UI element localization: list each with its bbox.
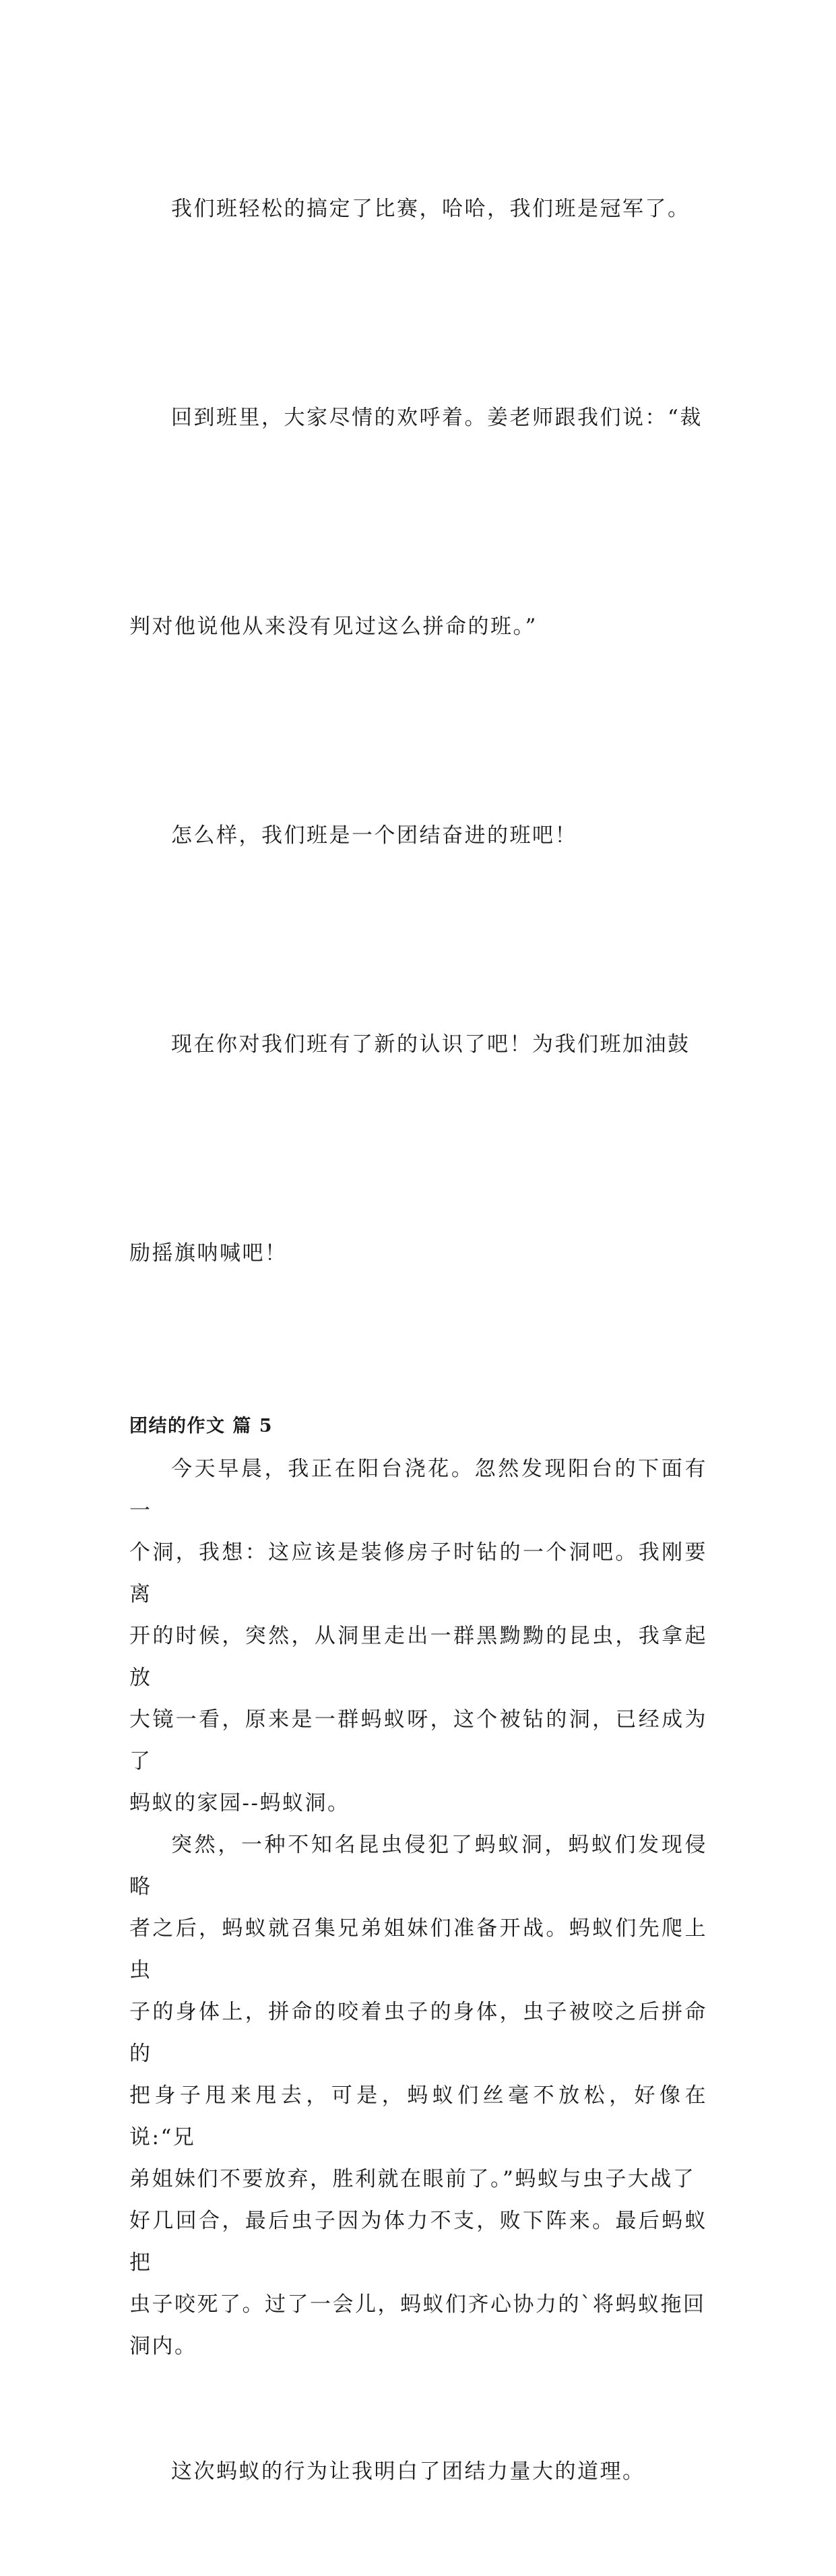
text-line: 回到班里，大家尽情的欢呼着。姜老师跟我们说：“裁 xyxy=(171,406,703,430)
text-line: 子的身体上，拼命的咬着虫子的身体，虫子被咬之后拼命的 xyxy=(129,2000,707,2066)
paragraph-champion xyxy=(129,104,707,313)
text-line: 大镜一看，原来是一群蚂蚁呀，这个被钻的洞，已经成为了 xyxy=(129,1707,707,1773)
paragraph-celebration xyxy=(129,313,707,522)
paragraph-ant-battle xyxy=(129,1824,707,2367)
text-line: 虫子咬死了。过了一会儿，蚂蚁们齐心协力的`将蚂蚁拖回 xyxy=(129,2292,706,2317)
paragraph-united-class xyxy=(129,731,707,940)
text-line: 弟姐妹们不要放弃，胜利就在眼前了。”蚂蚁与虫子大战了 xyxy=(129,2167,696,2191)
text-line: 者之后，蚂蚁就召集兄弟姐妹们准备开战。蚂蚁们先爬上虫 xyxy=(129,1916,707,1982)
text-line: 蚂蚁的家园--蚂蚁洞。 xyxy=(129,1791,350,1815)
text-line: 突然，一种不知名昆虫侵犯了蚂蚁洞，蚂蚁们发现侵略 xyxy=(129,1833,707,1899)
text-line: 洞内。 xyxy=(129,2334,197,2358)
text-line: 现在你对我们班有了新的认识了吧！为我们班加油鼓 xyxy=(171,1032,690,1057)
text-line: 今天早晨，我正在阳台浇花。忽然发现阳台的下面有一 xyxy=(129,1457,707,1523)
section-title: 团结的作文 篇 5 xyxy=(129,1416,274,1437)
section-gap xyxy=(129,1358,707,1406)
text-line: 判对他说他从来没有见过这么拼命的班。” xyxy=(129,615,538,639)
paragraph-ant-hole xyxy=(129,1448,707,1824)
document-page xyxy=(129,104,707,2576)
paragraph-cheer-cont xyxy=(129,1149,707,1358)
text-line: 怎么样，我们班是一个团结奋进的班吧！ xyxy=(171,823,577,848)
paragraph-lesson xyxy=(129,2367,707,2576)
text-line: 好几回合，最后虫子因为体力不支，败下阵来。最后蚂蚁把 xyxy=(129,2209,707,2275)
paragraph-celebration-cont xyxy=(129,522,707,731)
text-line: 开的时候，突然，从洞里走出一群黑黝黝的昆虫，我拿起放 xyxy=(129,1624,707,1690)
text-line: 励摇旗呐喊吧！ xyxy=(129,1241,288,1265)
paragraph-cheer xyxy=(129,940,707,1149)
text-line: 我们班轻松的搞定了比赛，哈哈，我们班是冠军了。 xyxy=(171,197,690,221)
text-line: 这次蚂蚁的行为让我明白了团结力量大的道理。 xyxy=(171,2459,645,2484)
text-line: 个洞，我想：这应该是装修房子时钻的一个洞吧。我刚要离 xyxy=(129,1540,707,1606)
text-line: 把身子甩来甩去，可是，蚂蚁们丝毫不放松，好像在说:“兄 xyxy=(129,2083,707,2149)
